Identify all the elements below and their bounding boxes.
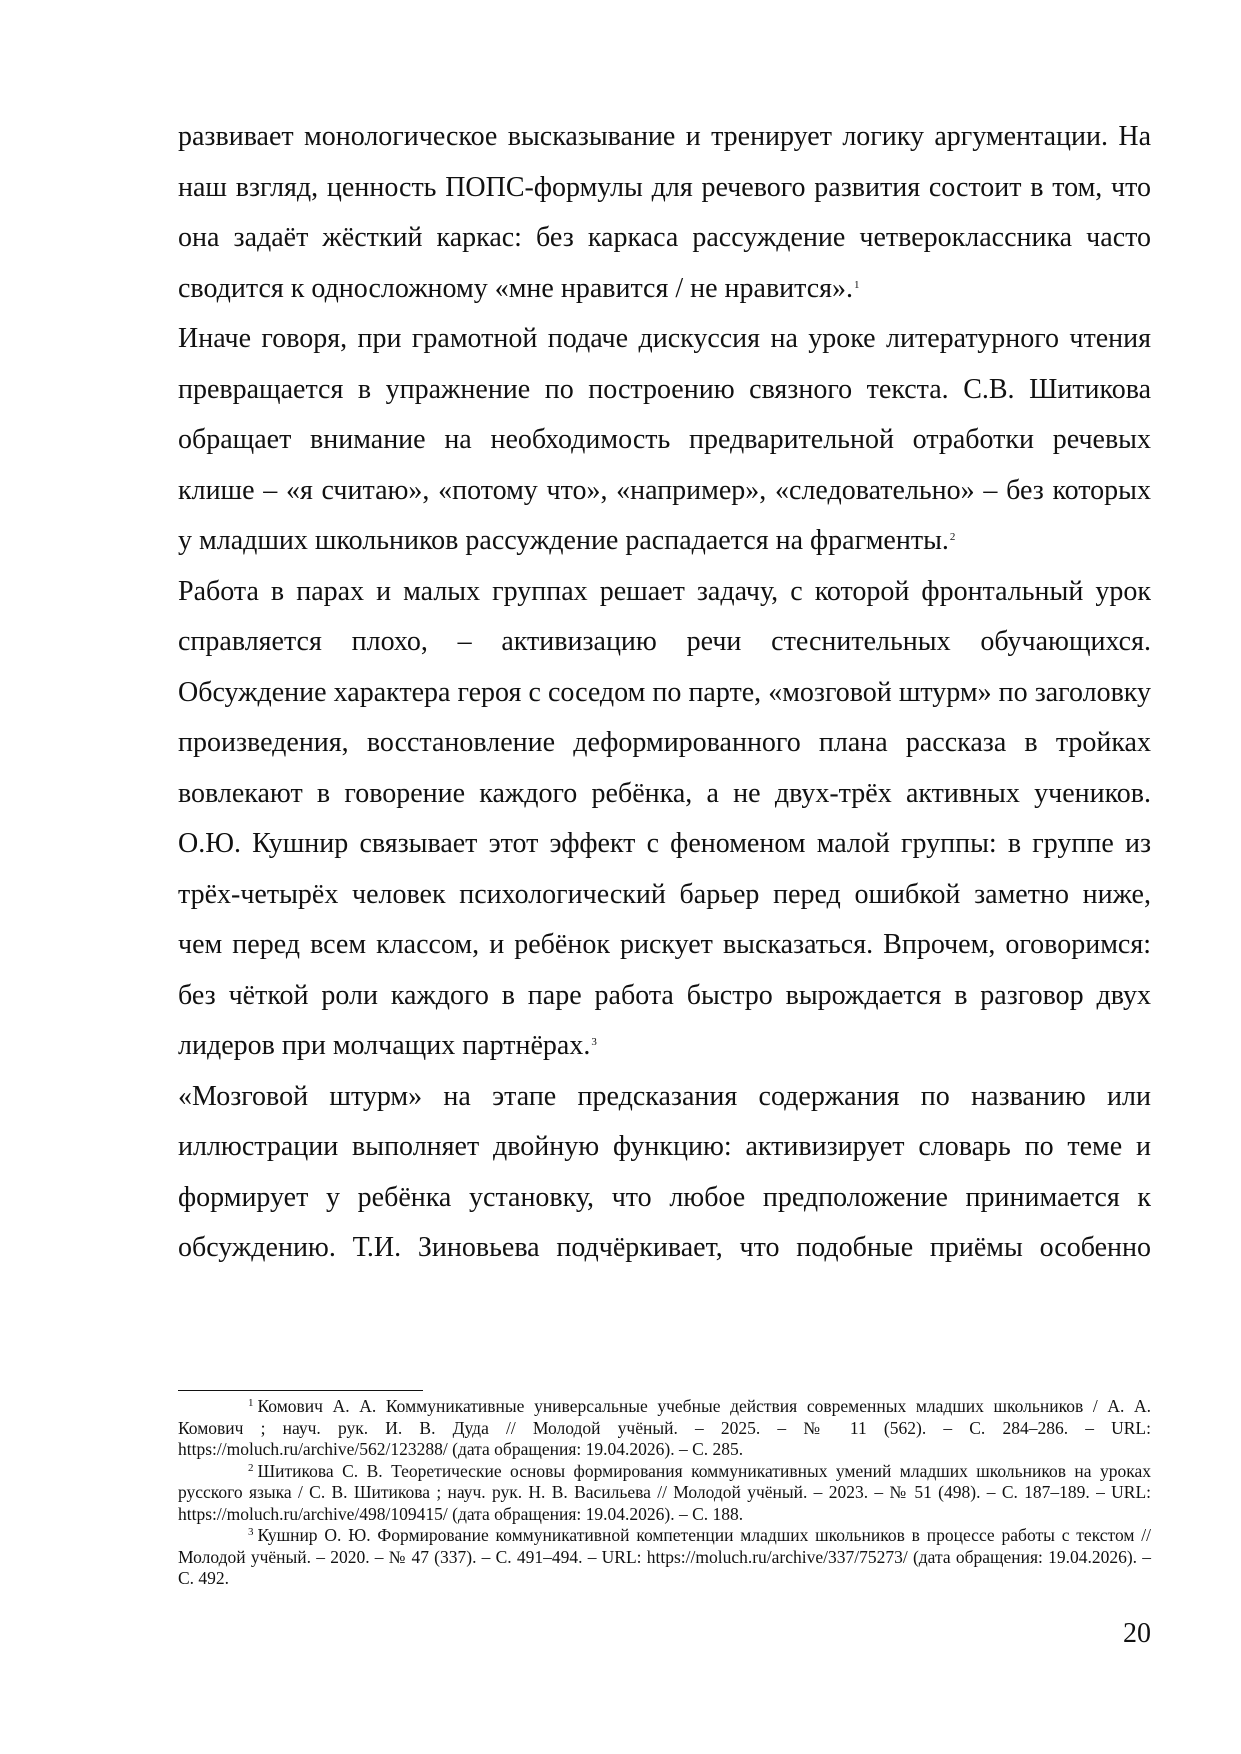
footnote-number: 3 bbox=[248, 1526, 254, 1538]
footnote bbox=[178, 1461, 1151, 1526]
page-number: 20 bbox=[1123, 1618, 1151, 1649]
footnote-text: Комович А. А. Коммуникативные универсальные учебные действия современных младших школьников / А. А. Комович ; науч. рук. И. В. Дуда // Молодой учёный. – 2025. – № 11 (562). – С. 284–286. – URL: https://moluch.ru/archive/562/123288/ (дата обращения: 19.04.2026). – С. 285. bbox=[178, 1396, 1151, 1459]
footnote-number: 1 bbox=[248, 1397, 254, 1409]
footnote-reference: 2 bbox=[949, 531, 956, 543]
footnote-text: Шитикова С. В. Теоретические основы формирования коммуникативных умений младших школьников на уроках русского языка / С. В. Шитикова ; науч. рук. Н. В. Васильева // Молодой учёный. – 2023. – № 51 (498). – С. 187–189. – URL: https://moluch.ru/archive/498/109415/ (дата обращения: 19.04.2026). – С. 188. bbox=[178, 1460, 1151, 1524]
footnote-number: 2 bbox=[248, 1461, 254, 1474]
paragraph: «Мозговой штурм» на этапе предсказания содержания по названию или иллюстрации выполняет двойную функцию: активизирует словарь по теме и формирует у ребёнка установку, что любое предположение принимается к обсуждению. Т.И. Зиновьева подчёркивает, что подобные приёмы особенно bbox=[178, 1080, 1151, 1263]
footnotes bbox=[178, 1396, 1151, 1590]
main-text bbox=[178, 112, 1151, 1274]
footnote-reference: 1 bbox=[854, 278, 860, 291]
paragraph: Иначе говоря, при грамотной подаче дискуссия на уроке литературного чтения превращается в упражнение по построению связного текста. С.В. Шитикова обращает внимание на необходимость предварительной отработки речевых клише – «я считаю», «потому что», «например», «следовательно» – без которых у младших школьников рассуждение распадается на фрагменты.$^2$ bbox=[178, 323, 1151, 556]
footnote-separator bbox=[178, 1390, 423, 1391]
footnote-text: Кушнир О. Ю. Формирование коммуникативной компетенции младших школьников в процессе работы с текстом // Молодой учёный. – 2020. – № 47 (337). – С. 491–494. – URL: https://moluch.ru/archive/337/75273/ (дата обращения: 19.04.2026). – С. 492. bbox=[178, 1525, 1151, 1588]
footnote-reference: 3 bbox=[591, 1036, 597, 1048]
paragraph: Работа в парах и малых группах решает задачу, с которой фронтальный урок справляется плохо, – активизацию речи стеснительных обучающихся. Обсуждение характера героя с соседом по парте, «мозговой штурм» по заголовку произведения, восстановление деформированного плана рассказа в тройках вовлекают в говорение каждого ребёнка, а не двух-трёх активных учеников. О.Ю. Кушнир связывает этот эффект с феноменом малой группы: в группе из трёх-четырёх человек психологический барьер перед ошибкой заметно ниже, чем перед всем классом, и ребёнок рискует высказаться. Впрочем, оговоримся: без чёткой роли каждого в паре работа быстро вырождается в разговор двух лидеров при молчащих партнёрах.$^3$ bbox=[178, 575, 1151, 1061]
paragraph: развивает монологическое высказывание и тренирует логику аргументации. На наш взгляд, ценность ПОПС-формулы для речевого развития состоит в том, что она задаёт жёсткий каркас: без каркаса рассуждение четвероклассника часто сводится к односложному «мне нравится / не нравится».$^1$ bbox=[178, 121, 1151, 304]
footnote bbox=[178, 1396, 1151, 1461]
footnote bbox=[178, 1525, 1151, 1590]
